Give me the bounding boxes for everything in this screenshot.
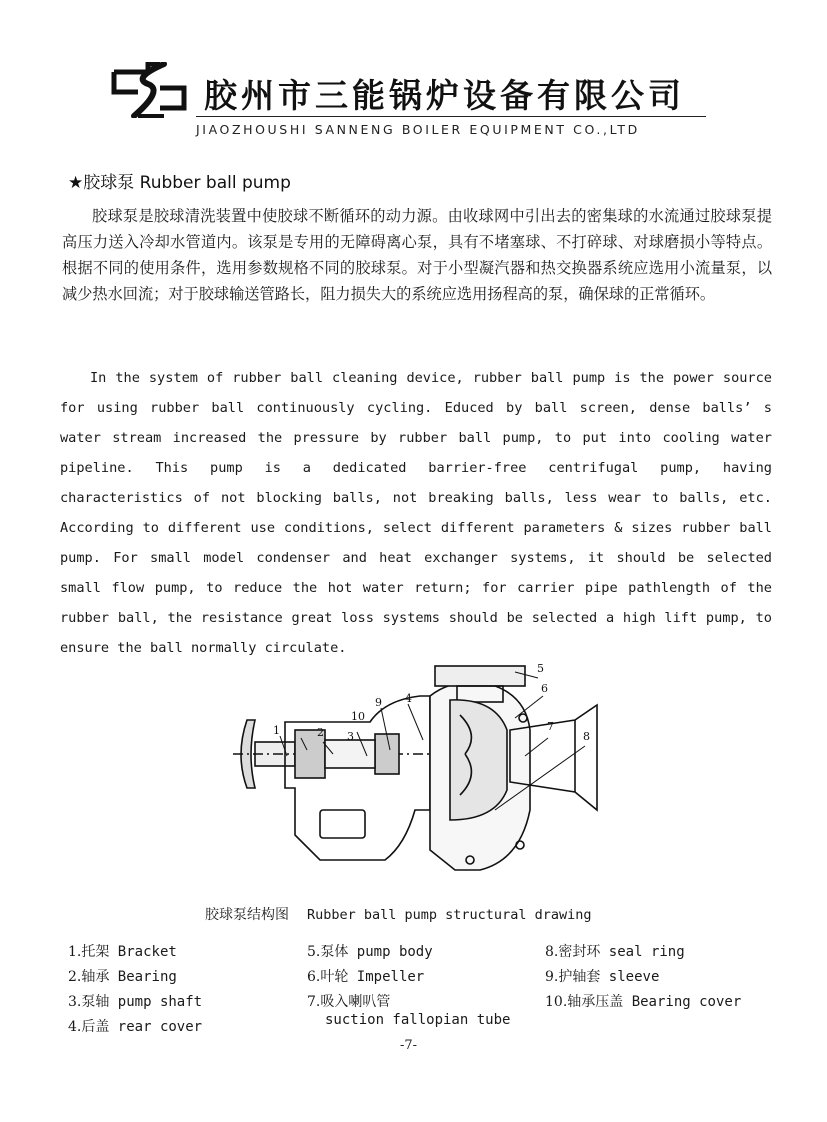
drawing-caption (205, 904, 591, 924)
legend-item: 2.轴承 Bearing (68, 969, 177, 985)
callout-1: 1 (273, 724, 280, 737)
legend-item: 6.叶轮 Impeller (307, 969, 425, 985)
callout-7: 7 (547, 720, 554, 733)
callout-5: 5 (537, 662, 544, 675)
parts-legend-column-2 (307, 940, 510, 1030)
company-logo-icon (108, 62, 190, 118)
discharge-flange (435, 666, 525, 686)
legend-item: 5.泵体 pump body (307, 944, 433, 960)
description-cn: 胶球泵是胶球清洗装置中使胶球不断循环的动力源。由收球网中引出去的密集球的水流通过胶球泵提高压力送入冷却水管道内。该泵是专用的无障碍离心泵，具有不堵塞球、不打碎球、对球磨损小等特点。根据不同的使用条件，选用参数规格不同的胶球泵。对于小型凝汽器和热交换器系统应选用小流量泵，以减少热水回流；对于胶球输送管路长，阻力损失大的系统应选用扬程高的泵，确保球的正常循环。 (62, 207, 772, 303)
legend-item: 4.后盖 rear cover (68, 1019, 203, 1035)
caption-cn: 胶球泵结构图 (205, 907, 289, 923)
legend-item: 10.轴承压盖 Bearing cover (545, 994, 742, 1010)
parts-legend-column-3 (545, 940, 741, 1015)
bearing-right (375, 734, 399, 774)
callout-2: 2 (317, 726, 324, 739)
letterhead (100, 56, 710, 138)
callout-6: 6 (541, 682, 548, 695)
legend-item: 3.泵轴 pump shaft (68, 994, 203, 1010)
page-number: -7- (400, 1038, 418, 1053)
company-name-en: JIAOZHOUSHI SANNENG BOILER EQUIPMENT CO.,LTD (196, 122, 640, 137)
pump-structural-drawing (225, 660, 615, 895)
legend-item: 9.护轴套 sleeve (545, 969, 660, 985)
callout-3: 3 (347, 730, 354, 743)
callout-4: 4 (405, 692, 412, 705)
section-title: ★胶球泵 Rubber ball pump (68, 173, 291, 193)
header-divider (196, 116, 706, 117)
legend-item: 1.托架 Bracket (68, 944, 177, 960)
bracket-window (320, 810, 365, 838)
callout-9: 9 (375, 696, 382, 709)
impeller-outline (450, 700, 507, 820)
caption-en: Rubber ball pump structural drawing (307, 907, 592, 923)
parts-legend-column-1 (68, 940, 202, 1040)
legend-item: 7.吸入喇叭管 suction fallopian tube (307, 994, 511, 1028)
callout-10: 10 (351, 710, 365, 723)
company-name-cn: 胶州市三能锅炉设备有限公司 (204, 76, 685, 115)
callout-8: 8 (583, 730, 590, 743)
legend-item: 8.密封环 seal ring (545, 944, 685, 960)
description-en: In the system of rubber ball cleaning device, rubber ball pump is the power source for using rubber ball continuously cycling. Educed by ball screen, dense balls’ s water stream increased the pressure by rubber ball pump, to put into cooling water pipeline. This pump is a dedicated barrier-free centrifugal pump, having characteristics of not blocking balls, not breaking balls, less wear to balls, etc. According to different use conditions, select different parameters & sizes rubber ball pump. For small model condenser and heat exchanger systems, it should be selected small flow pump, to reduce the hot water return; for carrier pipe pathlength of the rubber ball, the resistance great loss systems should be selected a high lift pump, to ensure the ball normally circulate. (60, 370, 772, 656)
